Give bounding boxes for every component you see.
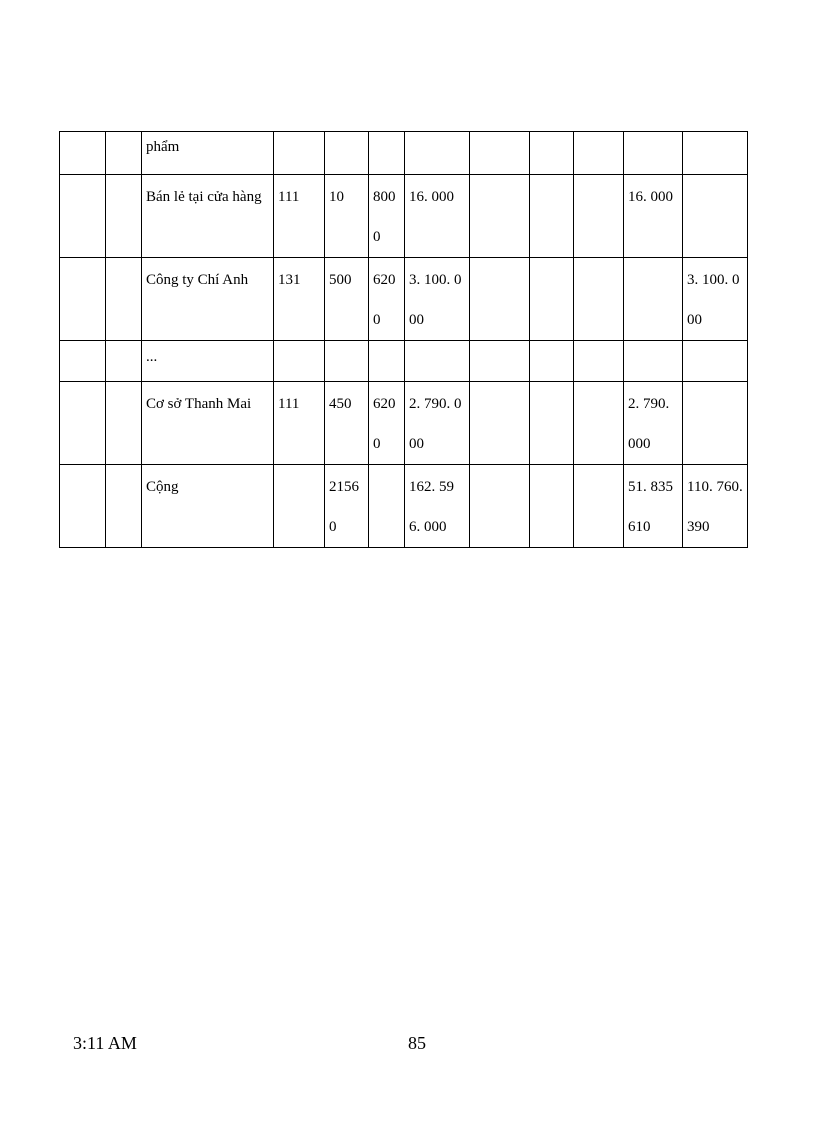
table-cell [405, 341, 470, 382]
table-cell [274, 465, 325, 548]
table-cell [530, 341, 574, 382]
table-cell [369, 341, 405, 382]
table-cell [325, 341, 369, 382]
table-cell [106, 341, 142, 382]
table-cell [106, 258, 142, 341]
table-row [60, 341, 748, 382]
table-cell [530, 175, 574, 258]
receivable-cell [683, 382, 748, 465]
total-receivable-cell: 110. 760. 390 [683, 465, 748, 548]
table-cell [60, 132, 106, 175]
cash-cell: 2. 790. 000 [624, 382, 683, 465]
table-cell [574, 465, 624, 548]
total-quantity-cell: 21560 [325, 465, 369, 548]
table-cell [470, 382, 530, 465]
table-cell [60, 258, 106, 341]
table-cell [470, 465, 530, 548]
table-cell [325, 132, 369, 175]
table-row [60, 382, 748, 465]
table-cell [60, 465, 106, 548]
table-cell [530, 465, 574, 548]
cash-cell: 16. 000 [624, 175, 683, 258]
item-name-cell: Cơ sở Thanh Mai [142, 382, 274, 465]
ledger-table [59, 131, 748, 548]
table-row [60, 132, 748, 175]
table-cell [470, 132, 530, 175]
table-cell [60, 382, 106, 465]
table-cell [574, 258, 624, 341]
total-cash-cell: 51. 835610 [624, 465, 683, 548]
table-cell [274, 132, 325, 175]
table-cell [624, 132, 683, 175]
receivable-cell: 3. 100. 000 [683, 258, 748, 341]
table-cell [574, 341, 624, 382]
account-cell: 111 [274, 382, 325, 465]
item-name-cell: ... [142, 341, 274, 382]
table-cell [683, 132, 748, 175]
table-row [60, 175, 748, 258]
table-cell [574, 175, 624, 258]
cash-cell [624, 258, 683, 341]
quantity-cell: 450 [325, 382, 369, 465]
table-cell [470, 258, 530, 341]
table-cell [574, 132, 624, 175]
table-cell [106, 382, 142, 465]
amount-cell: 3. 100. 000 [405, 258, 470, 341]
item-name-cell: Công ty Chí Anh [142, 258, 274, 341]
table-cell [624, 341, 683, 382]
amount-cell: 16. 000 [405, 175, 470, 258]
table-cell [574, 382, 624, 465]
total-label-cell: Cộng [142, 465, 274, 548]
table-cell [274, 341, 325, 382]
table-cell [106, 132, 142, 175]
quantity-cell: 500 [325, 258, 369, 341]
total-amount-cell: 162. 596. 000 [405, 465, 470, 548]
total-row [60, 465, 748, 548]
table-cell [683, 341, 748, 382]
table-cell [369, 465, 405, 548]
receivable-cell [683, 175, 748, 258]
quantity-cell: 10 [325, 175, 369, 258]
table-cell [106, 175, 142, 258]
table-cell [60, 341, 106, 382]
table-cell [405, 132, 470, 175]
table-row [60, 258, 748, 341]
table-cell [369, 132, 405, 175]
amount-cell: 2. 790. 000 [405, 382, 470, 465]
item-name-cell: phẩm [142, 132, 274, 175]
unit-price-cell: 8000 [369, 175, 405, 258]
account-cell: 131 [274, 258, 325, 341]
table-cell [530, 132, 574, 175]
item-name-cell: Bán lẻ tại cửa hàng [142, 175, 274, 258]
table-cell [106, 465, 142, 548]
table-cell [530, 258, 574, 341]
table-cell [60, 175, 106, 258]
table-cell [470, 175, 530, 258]
account-cell: 111 [274, 175, 325, 258]
unit-price-cell: 6200 [369, 382, 405, 465]
table-cell [470, 341, 530, 382]
page-number: 85 [408, 1033, 426, 1053]
unit-price-cell: 6200 [369, 258, 405, 341]
footer-time: 3:11 AM [73, 1033, 137, 1053]
table-cell [530, 382, 574, 465]
